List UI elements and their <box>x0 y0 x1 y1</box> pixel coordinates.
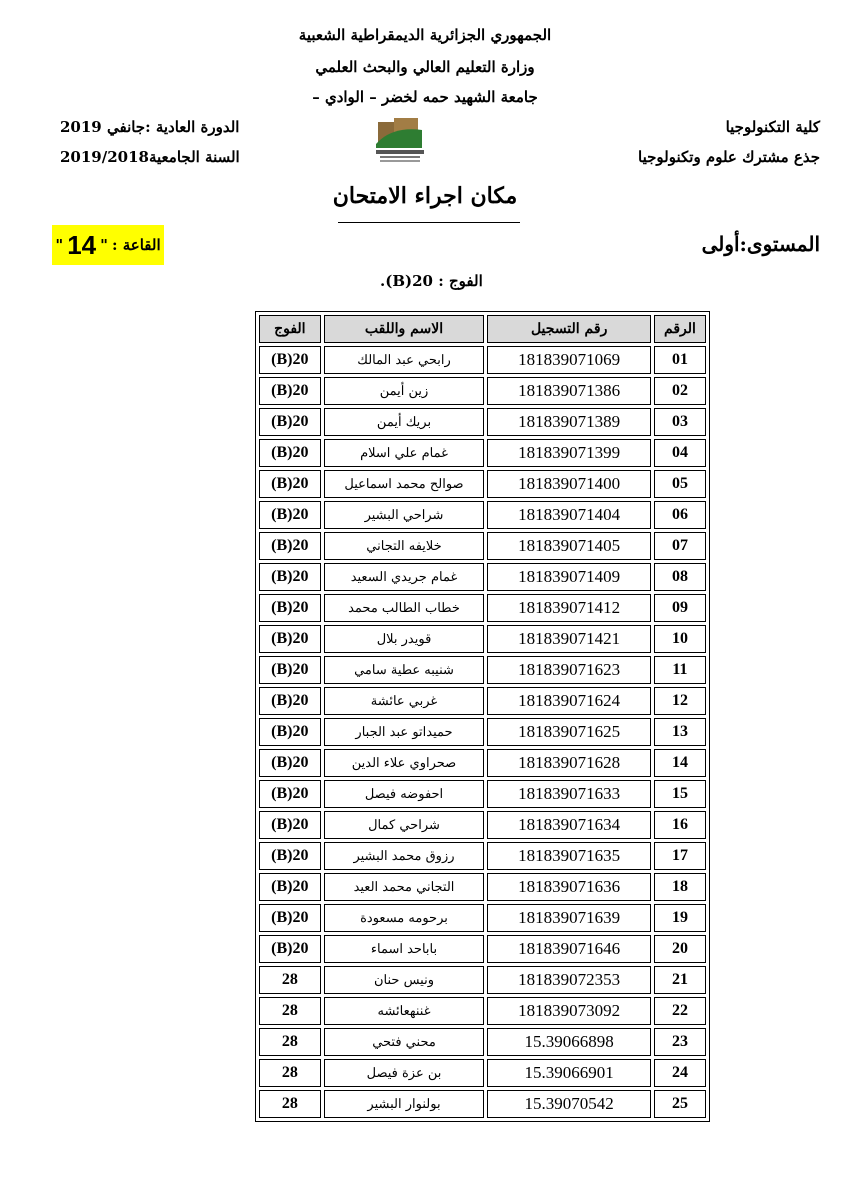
cell-number: 20 <box>654 935 706 963</box>
table-row <box>259 718 706 746</box>
cell-registration: 15.39066901 <box>487 1059 651 1087</box>
cell-registration: 181839071639 <box>487 904 651 932</box>
exam-session: الدورة العادية :جانفي 2019 <box>60 118 240 136</box>
cell-group: 28 <box>259 966 321 994</box>
table-row <box>259 594 706 622</box>
table-row <box>259 935 706 963</box>
cell-name: صوالح محمد اسماعيل <box>324 470 485 498</box>
faculty-name: كلية التكنولوجيا <box>725 118 820 136</box>
cell-number: 04 <box>654 439 706 467</box>
cell-name: صحراوي علاء الدين <box>324 749 485 777</box>
cell-group: 20(B) <box>259 718 321 746</box>
cell-registration: 181839071386 <box>487 377 651 405</box>
cell-name: بريك أيمن <box>324 408 485 436</box>
cell-group: 20(B) <box>259 501 321 529</box>
cell-registration: 181839071635 <box>487 842 651 870</box>
cell-group: 20(B) <box>259 904 321 932</box>
cell-name: احفوضه فيصل <box>324 780 485 808</box>
hall-number: 14 <box>67 229 97 260</box>
cell-registration: 181839071634 <box>487 811 651 839</box>
cell-registration: 181839073092 <box>487 997 651 1025</box>
table-row <box>259 470 706 498</box>
hall-label: القاعة : <box>111 236 161 254</box>
cell-number: 10 <box>654 625 706 653</box>
table-row <box>259 1028 706 1056</box>
cell-group: 28 <box>259 1028 321 1056</box>
cell-number: 22 <box>654 997 706 1025</box>
cell-registration: 15.39070542 <box>487 1090 651 1118</box>
cell-number: 07 <box>654 532 706 560</box>
cell-group: 20(B) <box>259 780 321 808</box>
table-row <box>259 873 706 901</box>
cell-group: 20(B) <box>259 811 321 839</box>
academic-year: السنة الجامعية2019/2018 <box>60 148 240 166</box>
cell-name: شراحي كمال <box>324 811 485 839</box>
cell-registration: 181839071404 <box>487 501 651 529</box>
cell-name: غمام جريدي السعيد <box>324 563 485 591</box>
cell-group: 20(B) <box>259 656 321 684</box>
cell-group: 20(B) <box>259 687 321 715</box>
cell-name: حميداتو عبد الجبار <box>324 718 485 746</box>
table-row <box>259 625 706 653</box>
hall-quote-close: " <box>55 236 64 254</box>
table-header-row <box>259 315 706 343</box>
cell-registration: 181839071069 <box>487 346 651 374</box>
cell-name: شراحي البشير <box>324 501 485 529</box>
cell-registration: 181839071389 <box>487 408 651 436</box>
table-row <box>259 377 706 405</box>
hall-badge <box>52 225 164 265</box>
cell-registration: 181839072353 <box>487 966 651 994</box>
header-country: الجمهوري الجزائرية الديمقراطية الشعبية <box>298 26 552 44</box>
cell-name: رابحي عبد المالك <box>324 346 485 374</box>
cell-number: 14 <box>654 749 706 777</box>
cell-registration: 181839071624 <box>487 687 651 715</box>
cell-registration: 181839071625 <box>487 718 651 746</box>
cell-registration: 181839071646 <box>487 935 651 963</box>
cell-number: 18 <box>654 873 706 901</box>
col-header-registration: رقم التسجيل <box>487 315 651 343</box>
page-title: مكان اجراء الامتحان <box>332 183 518 209</box>
cell-group: 20(B) <box>259 563 321 591</box>
table-row <box>259 780 706 808</box>
cell-number: 15 <box>654 780 706 808</box>
cell-group: 20(B) <box>259 625 321 653</box>
table-row <box>259 904 706 932</box>
cell-name: خطاب الطالب محمد <box>324 594 485 622</box>
cell-name: شنيبه عطية سامي <box>324 656 485 684</box>
cell-group: 28 <box>259 1090 321 1118</box>
cell-group: 20(B) <box>259 935 321 963</box>
cell-number: 12 <box>654 687 706 715</box>
cell-registration: 181839071409 <box>487 563 651 591</box>
cell-name: رزوق محمد البشير <box>324 842 485 870</box>
cell-group: 20(B) <box>259 749 321 777</box>
cell-group: 20(B) <box>259 532 321 560</box>
cell-number: 08 <box>654 563 706 591</box>
cell-name: التجاني محمد العيد <box>324 873 485 901</box>
group-line: الفوج : 20(B). <box>380 272 483 290</box>
cell-number: 03 <box>654 408 706 436</box>
table-row <box>259 687 706 715</box>
cell-registration: 181839071633 <box>487 780 651 808</box>
cell-group: 20(B) <box>259 346 321 374</box>
header-university: جامعة الشهيد حمه لخضر – الوادي – <box>312 88 538 106</box>
cell-number: 23 <box>654 1028 706 1056</box>
cell-name: غمام علي اسلام <box>324 439 485 467</box>
university-logo-icon <box>372 116 428 164</box>
cell-name: بن عزة فيصل <box>324 1059 485 1087</box>
cell-registration: 181839071412 <box>487 594 651 622</box>
cell-group: 20(B) <box>259 439 321 467</box>
cell-number: 13 <box>654 718 706 746</box>
table-row <box>259 439 706 467</box>
cell-number: 17 <box>654 842 706 870</box>
common-core: جذع مشترك علوم وتكنولوجيا <box>638 148 820 166</box>
cell-name: برحومه مسعودة <box>324 904 485 932</box>
cell-group: 28 <box>259 997 321 1025</box>
cell-number: 25 <box>654 1090 706 1118</box>
col-header-name: الاسم واللقب <box>324 315 485 343</box>
cell-name: محني فتحي <box>324 1028 485 1056</box>
table-row <box>259 997 706 1025</box>
cell-group: 20(B) <box>259 377 321 405</box>
cell-name: زين أيمن <box>324 377 485 405</box>
cell-group: 20(B) <box>259 842 321 870</box>
table-row <box>259 811 706 839</box>
table-row <box>259 408 706 436</box>
cell-name: غننهعائشه <box>324 997 485 1025</box>
table-row <box>259 532 706 560</box>
cell-name: خلايفه التجاني <box>324 532 485 560</box>
cell-registration: 181839071421 <box>487 625 651 653</box>
cell-number: 24 <box>654 1059 706 1087</box>
cell-number: 06 <box>654 501 706 529</box>
cell-registration: 181839071400 <box>487 470 651 498</box>
table-row <box>259 656 706 684</box>
table-row <box>259 1059 706 1087</box>
cell-number: 11 <box>654 656 706 684</box>
table-row <box>259 1090 706 1118</box>
cell-group: 20(B) <box>259 873 321 901</box>
cell-number: 02 <box>654 377 706 405</box>
table-row <box>259 749 706 777</box>
cell-number: 19 <box>654 904 706 932</box>
table-row <box>259 501 706 529</box>
cell-group: 28 <box>259 1059 321 1087</box>
cell-group: 20(B) <box>259 594 321 622</box>
cell-number: 01 <box>654 346 706 374</box>
cell-registration: 181839071628 <box>487 749 651 777</box>
title-underline <box>338 222 520 223</box>
cell-registration: 181839071399 <box>487 439 651 467</box>
cell-name: غربي عائشة <box>324 687 485 715</box>
cell-name: ونيس حنان <box>324 966 485 994</box>
table-row <box>259 346 706 374</box>
table-row <box>259 563 706 591</box>
cell-group: 20(B) <box>259 470 321 498</box>
cell-group: 20(B) <box>259 408 321 436</box>
cell-number: 05 <box>654 470 706 498</box>
col-header-number: الرقم <box>654 315 706 343</box>
table-row <box>259 842 706 870</box>
cell-registration: 15.39066898 <box>487 1028 651 1056</box>
header-ministry: وزارة التعليم العالي والبحث العلمي <box>315 58 535 76</box>
students-table <box>255 311 710 1122</box>
level-label: المستوى:أولى <box>701 232 820 256</box>
cell-number: 21 <box>654 966 706 994</box>
cell-name: باباحد اسماء <box>324 935 485 963</box>
hall-quote-open: " <box>100 236 108 254</box>
cell-name: بولنوار البشير <box>324 1090 485 1118</box>
cell-number: 09 <box>654 594 706 622</box>
table-row <box>259 966 706 994</box>
cell-registration: 181839071623 <box>487 656 651 684</box>
cell-number: 16 <box>654 811 706 839</box>
col-header-group: الفوج <box>259 315 321 343</box>
cell-registration: 181839071405 <box>487 532 651 560</box>
cell-registration: 181839071636 <box>487 873 651 901</box>
cell-name: قويدر بلال <box>324 625 485 653</box>
